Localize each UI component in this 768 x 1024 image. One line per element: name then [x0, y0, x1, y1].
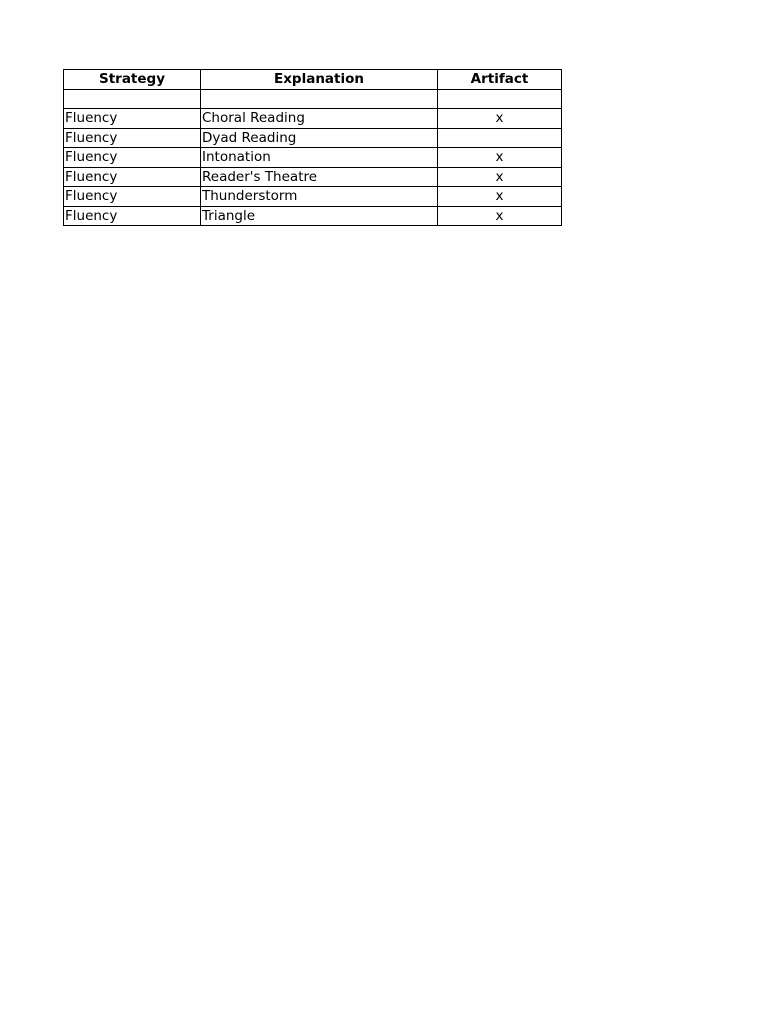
explanation-cell: Reader's Theatre — [201, 167, 438, 187]
header-strategy: Strategy — [64, 70, 201, 90]
artifact-cell: x — [438, 148, 562, 168]
explanation-cell: Intonation — [201, 148, 438, 168]
strategy-cell: Fluency — [64, 109, 201, 129]
header-explanation: Explanation — [201, 70, 438, 90]
table-row — [64, 89, 562, 109]
table-row — [64, 148, 562, 168]
header-artifact: Artifact — [438, 70, 562, 90]
strategy-cell: Fluency — [64, 187, 201, 207]
strategy-cell: Fluency — [64, 167, 201, 187]
explanation-cell — [201, 89, 438, 109]
artifact-cell: x — [438, 167, 562, 187]
explanation-cell: Dyad Reading — [201, 128, 438, 148]
strategy-table — [63, 69, 562, 226]
table-body — [64, 89, 562, 226]
strategy-cell: Fluency — [64, 148, 201, 168]
header-row — [64, 70, 562, 90]
artifact-cell: x — [438, 187, 562, 207]
table-row — [64, 128, 562, 148]
strategy-cell: Fluency — [64, 206, 201, 226]
strategy-cell — [64, 89, 201, 109]
table-row — [64, 206, 562, 226]
artifact-cell: x — [438, 206, 562, 226]
table-row — [64, 187, 562, 207]
table-row — [64, 167, 562, 187]
strategy-cell: Fluency — [64, 128, 201, 148]
explanation-cell: Thunderstorm — [201, 187, 438, 207]
table-header — [64, 70, 562, 90]
artifact-cell: x — [438, 109, 562, 129]
table-row — [64, 109, 562, 129]
explanation-cell: Choral Reading — [201, 109, 438, 129]
artifact-cell — [438, 89, 562, 109]
artifact-cell — [438, 128, 562, 148]
explanation-cell: Triangle — [201, 206, 438, 226]
